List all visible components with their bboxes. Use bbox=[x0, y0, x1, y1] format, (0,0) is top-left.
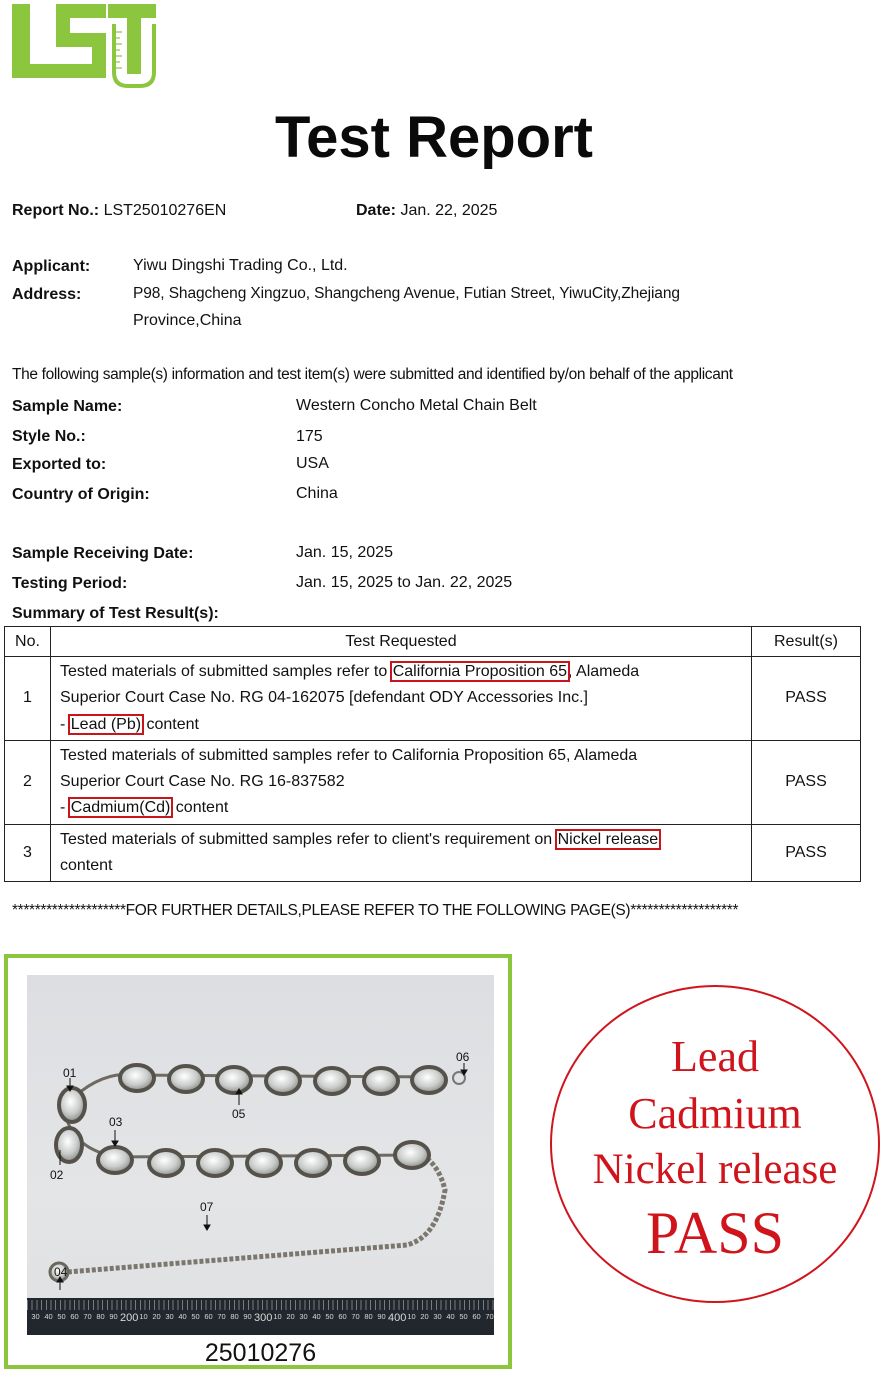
ruler-label: 90 bbox=[109, 1312, 118, 1321]
ruler-label: 30 bbox=[299, 1312, 308, 1321]
sample-name-value: Western Concho Metal Chain Belt bbox=[296, 397, 537, 414]
ruler-label: 50 bbox=[191, 1312, 200, 1321]
ruler-label: 80 bbox=[364, 1312, 373, 1321]
country-of-origin-label: Country of Origin: bbox=[12, 486, 150, 503]
ruler-label: 60 bbox=[70, 1312, 79, 1321]
test-line: Superior Court Case No. RG 16-837582 bbox=[60, 773, 345, 791]
sample-name-label: Sample Name: bbox=[12, 398, 123, 415]
ruler-label: 40 bbox=[312, 1312, 321, 1321]
test-requested-cell bbox=[51, 657, 752, 741]
report-number-label: Report No.: bbox=[12, 202, 100, 219]
receiving-date-value: Jan. 15, 2025 bbox=[296, 544, 393, 561]
ruler-label: 30 bbox=[31, 1312, 40, 1321]
country-of-origin-value: China bbox=[296, 485, 338, 502]
header-results: Result(s) bbox=[752, 627, 861, 657]
highlight-nickel-release: Nickel release bbox=[557, 830, 659, 848]
ruler-label: 20 bbox=[420, 1312, 429, 1321]
address-line-2: Province,China bbox=[133, 312, 242, 329]
table-row bbox=[5, 824, 861, 882]
applicant-label: Applicant: bbox=[12, 258, 91, 275]
report-number bbox=[12, 202, 226, 220]
table-header-row bbox=[5, 627, 861, 657]
exported-to-label: Exported to: bbox=[12, 456, 107, 473]
callout-01: 01 bbox=[63, 1066, 77, 1080]
table-row bbox=[5, 740, 861, 824]
callout-02: 02 bbox=[50, 1168, 64, 1182]
result-cell: PASS bbox=[752, 824, 861, 882]
row-number: 3 bbox=[5, 824, 51, 882]
stamp-line-nickel-release: Nickel release bbox=[592, 1146, 838, 1193]
header-test-requested: Test Requested bbox=[51, 627, 752, 657]
photo-caption: 25010276 bbox=[204, 1339, 317, 1367]
ruler-label: 40 bbox=[178, 1312, 187, 1321]
testing-period-label: Testing Period: bbox=[12, 575, 128, 592]
callout-03: 03 bbox=[109, 1115, 123, 1129]
ruler-label: 90 bbox=[243, 1312, 252, 1321]
ruler-label: 40 bbox=[446, 1312, 455, 1321]
highlight-lead: Lead (Pb) bbox=[70, 715, 142, 733]
ruler-label: 40 bbox=[44, 1312, 53, 1321]
ruler-label: 10 bbox=[273, 1312, 282, 1321]
header-no: No. bbox=[5, 627, 51, 657]
report-number-value: LST25010276EN bbox=[103, 202, 227, 219]
test-line bbox=[60, 712, 751, 738]
further-details-note: ********************FOR FURTHER DETAILS,PLEASE REFER TO THE FOLLOWING PAGE(S)******************* bbox=[12, 902, 739, 919]
ruler-label: 400 bbox=[388, 1312, 407, 1324]
callout-05: 05 bbox=[232, 1107, 246, 1121]
ruler-label: 60 bbox=[338, 1312, 347, 1321]
text-segment: - bbox=[60, 799, 70, 817]
ruler-label: 70 bbox=[217, 1312, 226, 1321]
text-segment: , Alameda bbox=[568, 663, 640, 680]
intro-text: The following sample(s) information and test item(s) were submitted and identified by/on behalf of the applicant bbox=[12, 366, 733, 383]
report-date bbox=[356, 202, 497, 220]
text-segment: - bbox=[60, 715, 70, 733]
ruler-label: 10 bbox=[139, 1312, 148, 1321]
report-date-value: Jan. 22, 2025 bbox=[400, 202, 498, 219]
result-cell: PASS bbox=[752, 657, 861, 741]
testing-period-value: Jan. 15, 2025 to Jan. 22, 2025 bbox=[296, 574, 513, 591]
table-row bbox=[5, 657, 861, 741]
test-line bbox=[60, 659, 751, 685]
result-cell: PASS bbox=[752, 740, 861, 824]
ruler-label: 60 bbox=[204, 1312, 213, 1321]
ruler-label: 10 bbox=[407, 1312, 416, 1321]
highlight-california-prop-65: California Proposition 65 bbox=[392, 663, 568, 680]
ruler-label: 20 bbox=[286, 1312, 295, 1321]
pass-stamp bbox=[550, 985, 880, 1303]
belt-illustration bbox=[27, 975, 494, 1298]
ruler-label: 90 bbox=[377, 1312, 386, 1321]
stamp-line-pass: PASS bbox=[646, 1200, 784, 1266]
ruler-label: 80 bbox=[230, 1312, 239, 1321]
address-label: Address: bbox=[12, 286, 82, 303]
test-line: Tested materials of submitted samples refer to California Proposition 65, Alameda bbox=[60, 746, 638, 764]
text-segment: Tested materials of submitted samples refer to bbox=[60, 663, 392, 680]
measuring-ruler bbox=[27, 1298, 494, 1335]
ruler-labels bbox=[29, 1312, 494, 1324]
test-line: Superior Court Case No. RG 04-162075 [defendant ODY Accessories Inc.] bbox=[60, 689, 588, 707]
lst-logo bbox=[10, 2, 156, 90]
ruler-label: 50 bbox=[459, 1312, 468, 1321]
ruler-label: 50 bbox=[325, 1312, 334, 1321]
applicant-value: Yiwu Dingshi Trading Co., Ltd. bbox=[133, 257, 348, 274]
ruler-label: 20 bbox=[152, 1312, 161, 1321]
ruler-label: 70 bbox=[485, 1312, 494, 1321]
ruler-label: 300 bbox=[254, 1312, 273, 1324]
test-line bbox=[60, 795, 751, 821]
ruler-label: 50 bbox=[57, 1312, 66, 1321]
test-line bbox=[60, 827, 751, 853]
row-number: 1 bbox=[5, 657, 51, 741]
stamp-line-cadmium: Cadmium bbox=[628, 1089, 802, 1138]
ruler-label: 30 bbox=[433, 1312, 442, 1321]
ruler-ticks bbox=[27, 1300, 494, 1310]
ruler-label: 70 bbox=[351, 1312, 360, 1321]
callout-04: 04 bbox=[54, 1265, 68, 1279]
test-line: content bbox=[60, 857, 113, 875]
address-line-1: P98, Shagcheng Xingzuo, Shangcheng Avenue, Futian Street, YiwuCity,Zhejiang bbox=[133, 285, 680, 302]
text-segment: content bbox=[171, 799, 229, 817]
stamp-line-lead: Lead bbox=[671, 1032, 759, 1081]
ruler-label: 80 bbox=[96, 1312, 105, 1321]
test-requested-cell bbox=[51, 824, 752, 882]
page-title: Test Report bbox=[275, 105, 593, 170]
report-date-label: Date: bbox=[356, 202, 397, 219]
ruler-label: 70 bbox=[83, 1312, 92, 1321]
callout-06: 06 bbox=[456, 1050, 470, 1064]
ruler-label: 200 bbox=[120, 1312, 139, 1324]
receiving-date-label: Sample Receiving Date: bbox=[12, 545, 194, 562]
ruler-label: 60 bbox=[472, 1312, 481, 1321]
style-no-label: Style No.: bbox=[12, 428, 86, 445]
test-requested-cell bbox=[51, 740, 752, 824]
text-segment: content bbox=[142, 715, 199, 733]
style-no-value: 175 bbox=[296, 428, 323, 445]
exported-to-value: USA bbox=[296, 455, 329, 472]
row-number: 2 bbox=[5, 740, 51, 824]
text-segment: Tested materials of submitted samples refer to client's requirement on bbox=[60, 830, 557, 848]
results-table bbox=[4, 626, 861, 882]
ruler-label: 30 bbox=[165, 1312, 174, 1321]
highlight-cadmium: Cadmium(Cd) bbox=[70, 799, 171, 817]
callout-07: 07 bbox=[200, 1200, 214, 1214]
summary-label: Summary of Test Result(s): bbox=[12, 605, 219, 622]
lst-logo-graphic bbox=[10, 2, 156, 90]
sample-photo bbox=[27, 975, 494, 1335]
